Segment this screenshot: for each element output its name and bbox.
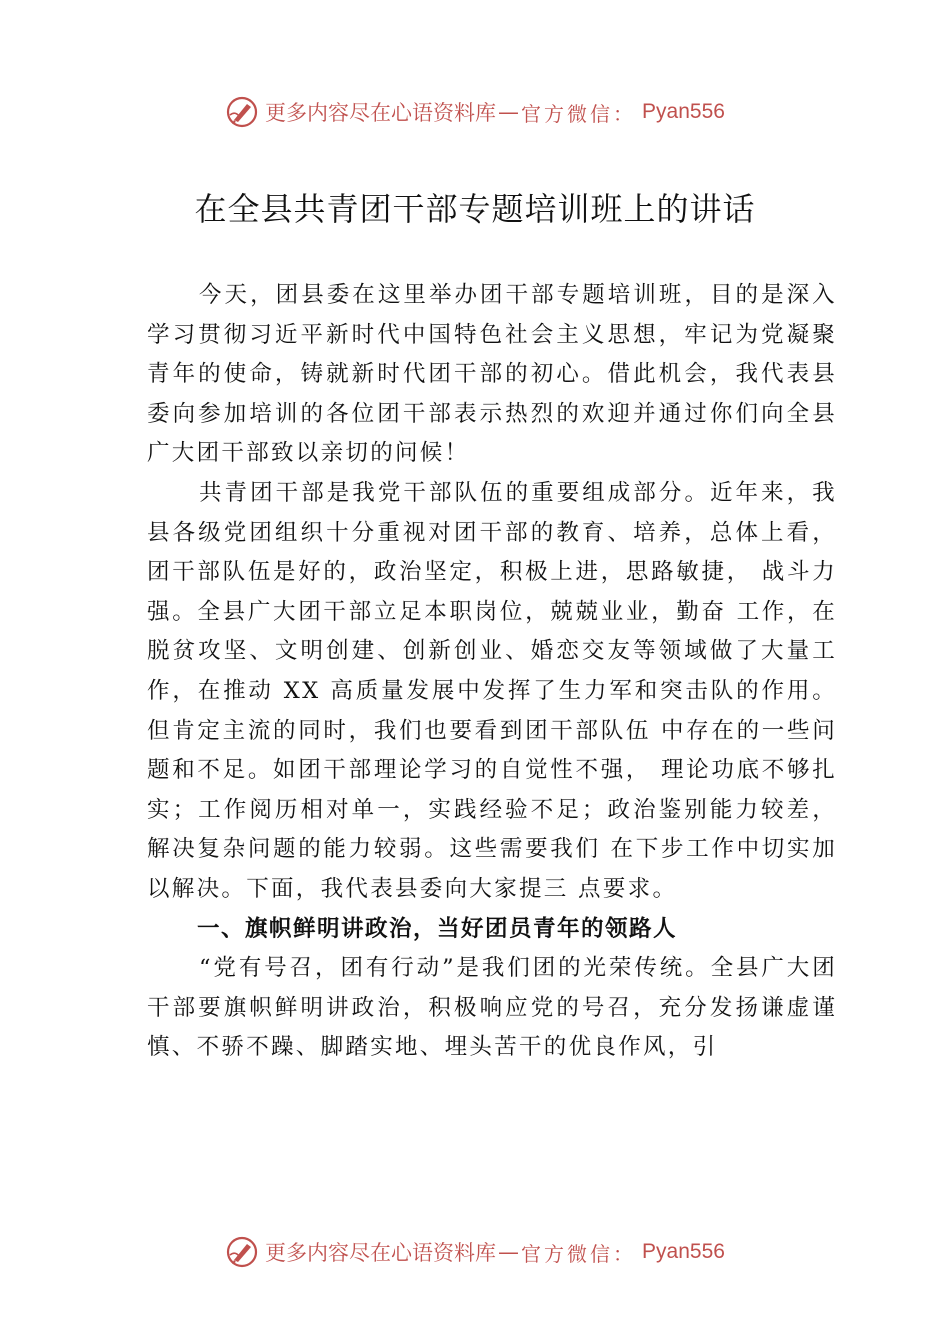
page-title: 在全县共青团干部专题培训班上的讲话 <box>194 190 756 228</box>
banner-text: 更多内容尽在心语资料库 <box>265 101 497 125</box>
banner-wechat-id: Pyan556 <box>642 1240 725 1263</box>
banner-text: 更多内容尽在心语资料库 <box>265 1241 497 1265</box>
banner-wechat-label: 官方微信： <box>521 101 637 126</box>
banner-wechat-id: Pyan556 <box>642 100 725 123</box>
paragraph-2: 共青团干部是我党干部队伍的重要组成部分。近年来，我县各级党团组织十分重视对团干部的教育、培养，总体上看，团干部队伍是好的，政治坚定，积极上进，思路敏捷， 战斗力强。全县广大团干部立足本职岗位，兢兢业业，勤奋 工作，在脱贫攻坚、文明创建、创新创业、婚恋交友等领域做了大量工作，在推动 XX 高质量发展中发挥了生力军和突击队的作用。但肯定主流的同时，我们也要看到团干部队伍 中存在的一些问题和不足。如团干部理论学习的自觉性不强， 理论功底不够扎实；工作阅历相对单一，实践经验不足；政治鉴别能力较差，解决复杂问题的能力较弱。这些需要我们 在下步工作中切实加以解决。下面，我代表县委向大家提三 点要求。 <box>147 479 837 902</box>
pen-circle-logo-icon <box>225 95 259 129</box>
paragraph-3: “党有号召，团有行动”是我们团的光荣传统。全县广大团干部要旗帜鲜明讲政治，积极响应党的号召，充分发扬谦虚谨慎、不骄不躁、脚踏实地、埋头苦干的优良作风，引 <box>147 955 837 1061</box>
banner-dash: — <box>498 1240 520 1264</box>
document-body <box>147 276 837 1068</box>
pen-circle-logo-icon <box>225 1235 259 1269</box>
section-heading-1: 一、旗帜鲜明讲政治，当好团员青年的领路人 <box>197 915 678 942</box>
banner-wechat-label: 官方微信： <box>521 1241 637 1266</box>
header-banner <box>0 92 950 132</box>
footer-banner <box>0 1232 950 1272</box>
paragraph-1: 今天，团县委在这里举办团干部专题培训班，目的是深入学习贯彻习近平新时代中国特色社会主义思想，牢记为党凝聚青年的使命，铸就新时代团干部的初心。借此机会，我代表县委向参加培训的各位团干部表示热烈的欢迎并通过你们向全县广大团干部致以亲切的问候！ <box>147 282 837 467</box>
banner-dash: — <box>498 100 520 124</box>
